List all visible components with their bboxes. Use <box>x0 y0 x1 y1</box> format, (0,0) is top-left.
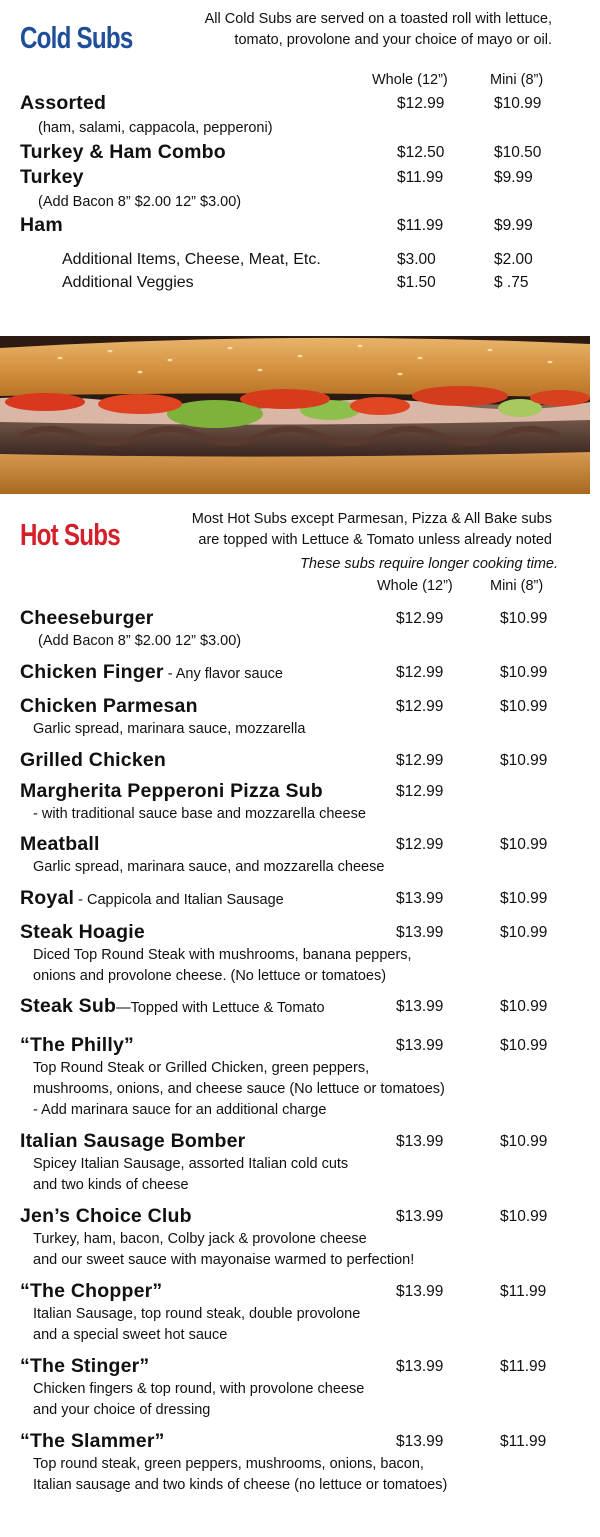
menu-item-title: Jen’s Choice Club <box>20 1205 192 1227</box>
menu-item-name <box>20 995 325 1018</box>
price-whole: $13.99 <box>396 1433 444 1450</box>
menu-item-name <box>20 607 154 630</box>
menu-item-name <box>20 695 198 718</box>
price-whole: $12.99 <box>397 95 445 112</box>
menu-item-suffix: - Any flavor sauce <box>163 666 283 682</box>
price-mini: $10.99 <box>500 890 548 907</box>
menu-item-name <box>20 833 100 856</box>
hot-subs-intro <box>192 509 552 551</box>
menu-item-desc: mushrooms, onions, and cheese sauce (No lettuce or tomatoes) <box>33 1081 445 1097</box>
menu-item-desc: Chicken fingers & top round, with provolone cheese <box>33 1381 365 1397</box>
menu-item-desc: Garlic spread, marinara sauce, and mozzarella cheese <box>33 859 385 875</box>
price-mini: $10.99 <box>500 1037 548 1054</box>
menu-item-name <box>20 1280 162 1303</box>
price-mini: $10.99 <box>500 998 548 1015</box>
menu-item-name <box>20 661 283 684</box>
price-whole: $13.99 <box>396 890 444 907</box>
menu-item-title: Chicken Parmesan <box>20 695 198 717</box>
menu-item-desc: (Add Bacon 8” $2.00 12” $3.00) <box>38 633 242 649</box>
price-mini: $ .75 <box>494 274 529 291</box>
menu-item-desc: Diced Top Round Steak with mushrooms, banana peppers, <box>33 947 412 963</box>
price-whole: $1.50 <box>397 274 436 291</box>
price-whole: $11.99 <box>397 217 444 234</box>
menu-item-desc: Italian sausage and two kinds of cheese (no lettuce or tomatoes) <box>33 1477 448 1493</box>
hot-subs-note: These subs require longer cooking time. <box>300 556 558 572</box>
price-mini: $10.99 <box>500 1133 548 1150</box>
price-mini: $2.00 <box>494 251 533 268</box>
price-whole: $12.50 <box>397 144 445 161</box>
menu-item-name: Turkey & Ham Combo <box>20 141 226 163</box>
hot-subs-title: Hot Subs <box>20 517 120 552</box>
menu-item-name <box>20 780 323 803</box>
additional-label: Additional Veggies <box>62 274 194 291</box>
hot-intro-line: Most Hot Subs except Parmesan, Pizza & All Bake subs <box>191 511 552 527</box>
menu-item-name <box>20 1130 245 1153</box>
menu-item-name <box>20 1034 134 1057</box>
menu-item-title: Grilled Chicken <box>20 749 167 771</box>
menu-item-title: “The Stinger” <box>20 1355 150 1377</box>
cold-subs-title: Cold Subs <box>20 20 133 55</box>
hot-intro-line: are topped with Lettuce & Tomato unless already noted <box>198 532 552 548</box>
price-whole: $12.99 <box>396 783 444 800</box>
price-mini: $9.99 <box>494 217 533 234</box>
price-whole: $13.99 <box>396 1133 444 1150</box>
menu-item-desc: - with traditional sauce base and mozzarella cheese <box>33 806 366 822</box>
price-mini: $10.99 <box>500 1208 548 1225</box>
cold-col-whole: Whole (12”) <box>372 72 448 88</box>
price-whole: $11.99 <box>397 169 444 186</box>
hot-col-whole: Whole (12”) <box>377 578 453 594</box>
price-whole: $13.99 <box>396 998 444 1015</box>
menu-item-title: Chicken Finger <box>20 661 164 683</box>
cold-intro-line: tomato, provolone and your choice of mayo or oil. <box>234 32 552 48</box>
price-mini: $10.99 <box>500 610 548 627</box>
menu-item-desc: Spicey Italian Sausage, assorted Italian cold cuts <box>33 1156 349 1172</box>
menu-item-suffix: —Topped with Lettuce & Tomato <box>116 1000 325 1016</box>
price-mini: $9.99 <box>494 169 533 186</box>
menu-item-desc: and your choice of dressing <box>33 1402 211 1418</box>
menu-item-title: “The Philly” <box>20 1034 135 1056</box>
menu-item-desc: and two kinds of cheese <box>33 1177 189 1193</box>
menu-item-title: Steak Hoagie <box>20 921 145 943</box>
cold-subs-intro <box>205 9 552 51</box>
price-mini: $10.50 <box>494 144 542 161</box>
menu-item-name <box>20 921 145 944</box>
menu-item-suffix: - Cappicola and Italian Sausage <box>74 892 284 908</box>
price-whole: $13.99 <box>396 1208 444 1225</box>
menu-item-desc: Top Round Steak or Grilled Chicken, green peppers, <box>33 1060 370 1076</box>
price-mini: $11.99 <box>500 1358 547 1375</box>
price-whole: $13.99 <box>396 1037 444 1054</box>
menu-item-desc: Top round steak, green peppers, mushrooms, onions, bacon, <box>33 1456 424 1472</box>
price-whole: $12.99 <box>396 610 444 627</box>
price-whole: $13.99 <box>396 924 444 941</box>
price-whole: $13.99 <box>396 1283 444 1300</box>
price-whole: $3.00 <box>397 251 436 268</box>
cold-intro-line: All Cold Subs are served on a toasted roll with lettuce, <box>204 11 552 27</box>
menu-item-desc: onions and provolone cheese. (No lettuce or tomatoes) <box>33 968 387 984</box>
menu-item-desc: (ham, salami, cappacola, pepperoni) <box>38 120 273 136</box>
price-whole: $13.99 <box>396 1358 444 1375</box>
menu-item-name: Assorted <box>20 92 107 114</box>
menu-item-name <box>20 1205 192 1228</box>
additional-label: Additional Items, Cheese, Meat, Etc. <box>62 251 321 268</box>
menu-item-name: Ham <box>20 214 63 236</box>
menu-item-title: Margherita Pepperoni Pizza Sub <box>20 780 323 802</box>
menu-item-desc: Italian Sausage, top round steak, double provolone <box>33 1306 361 1322</box>
menu-item-title: Royal <box>20 887 75 909</box>
price-whole: $12.99 <box>396 698 444 715</box>
price-mini: $10.99 <box>500 752 548 769</box>
menu-item-name <box>20 1355 149 1378</box>
menu-item-desc: and a special sweet hot sauce <box>33 1327 228 1343</box>
price-mini: $11.99 <box>500 1433 547 1450</box>
price-mini: $10.99 <box>500 836 548 853</box>
menu-item-desc: Garlic spread, marinara sauce, mozzarella <box>33 721 306 737</box>
price-whole: $12.99 <box>396 752 444 769</box>
price-mini: $10.99 <box>500 664 548 681</box>
menu-item-name <box>20 749 166 772</box>
price-mini: $10.99 <box>500 698 548 715</box>
price-whole: $12.99 <box>396 836 444 853</box>
menu-item-title: “The Chopper” <box>20 1280 163 1302</box>
hot-col-mini: Mini (8”) <box>490 578 544 594</box>
menu-item-desc: Turkey, ham, bacon, Colby jack & provolone cheese <box>33 1231 367 1247</box>
menu-item-desc: (Add Bacon 8” $2.00 12” $3.00) <box>38 194 242 210</box>
price-mini: $11.99 <box>500 1283 547 1300</box>
menu-item-title: Steak Sub <box>20 995 117 1017</box>
price-mini: $10.99 <box>500 924 548 941</box>
menu-item-name <box>20 1430 165 1453</box>
menu-item-desc: and our sweet sauce with mayonaise warmed to perfection! <box>33 1252 415 1268</box>
price-whole: $12.99 <box>396 664 444 681</box>
cold-col-mini: Mini (8”) <box>490 72 544 88</box>
price-mini: $10.99 <box>494 95 542 112</box>
menu-item-title: Meatball <box>20 833 100 855</box>
sub-sandwich-photo <box>0 336 590 494</box>
menu-item-name <box>20 887 284 910</box>
menu-item-name: Turkey <box>20 166 84 188</box>
menu-item-title: “The Slammer” <box>20 1430 165 1452</box>
menu-item-desc: - Add marinara sauce for an additional charge <box>33 1102 327 1118</box>
menu-item-title: Cheeseburger <box>20 607 154 629</box>
menu-item-title: Italian Sausage Bomber <box>20 1130 246 1152</box>
